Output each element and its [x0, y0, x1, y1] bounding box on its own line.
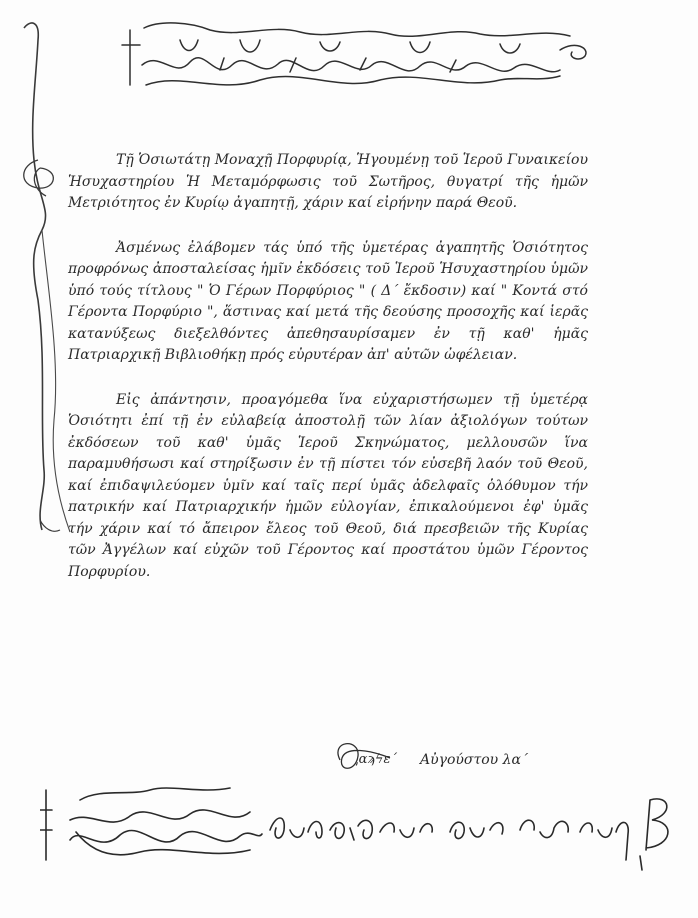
letter-paragraph-acknowledgement: Ἀσμένως ἐλάβομεν τάς ὑπό τῆς ὑμετέρας ἀγαπητῆς Ὁσιότητος προφρόνως ἀποσταλείσας ἡμῖν ἐκδόσεις τοῦ Ἱεροῦ Ἡσυχαστηρίου ὑμῶν ὑπό τούς τίτλους " Ὁ Γέρων Πορφύριος " ( Δ΄ ἔκδοσιν) καί " Κοντά στό Γέροντα Πορφύριο ", ἅστινας καί μετά τῆς δεούσης προσοχῆς καί ἱερᾶς κατανύξεως διεξελθόντες ἀπεθησαυρίσαμεν ἐν τῇ καθ' ἡμᾶς Πατριαρχικῇ Βιβλιοθήκῃ πρός εὐρυτέραν ἀπ' αὐτῶν ὠφέλειαν.	[68, 239, 588, 363]
letter-paragraph-address: Τῇ Ὁσιωτάτῃ Μοναχῇ Πορφυρίᾳ, Ἡγουμένῃ τοῦ Ἱεροῦ Γυναικείου Ἡσυχαστηρίου Ἡ Μεταμόρφωσις τοῦ Σωτῆρος, θυγατρί τῆς ἡμῶν Μετριότητος ἐν Κυρίῳ ἀγαπητῇ, χάριν καί εἰρήνην παρά Θεοῦ.	[68, 152, 588, 211]
letter-body	[68, 150, 588, 606]
date-text: Αὐγούστου λα΄	[420, 752, 528, 768]
patriarch-handwritten-signature	[40, 770, 680, 890]
date-year: ͵αϡϟε΄	[355, 752, 397, 767]
letter-paragraph-blessing: Εἰς ἀπάντησιν, προαγόμεθα ἵνα εὐχαριστήσωμεν τῇ ὑμετέρᾳ Ὁσιότητι ἐπί τῇ ἐν εὐλαβείᾳ ἀποστολῇ τῶν λίαν ἀξιολόγων τούτων ἐκδόσεων τοῦ καθ' ὑμᾶς Ἱεροῦ Σκηνώματος, μελλουσῶν ἵνα παραμυθήσωσι καί στηρίξωσιν ἐν τῇ πίστει τόν εὐσεβῆ λαόν τοῦ Θεοῦ, καί ἐπιδαψιλεύομεν ὑμῖν καί ταῖς περί ὑμᾶς ἀδελφαῖς ὁλόθυμον τήν πατρικήν καί Πατριαρχικήν ἡμῶν εὐλογίαν, ἐπικαλούμενοι ἐφ' ὑμᾶς τήν χάριν καί τό ἄπειρον ἔλεος τοῦ Θεοῦ, διά πρεσβειῶν τῆς Κυρίας τῶν Ἀγγέλων καί εὐχῶν τοῦ Γέροντος καί προστάτου ὑμῶν Γέροντος Πορφυρίου.	[68, 391, 588, 580]
header-handwritten-signature	[120, 10, 600, 100]
